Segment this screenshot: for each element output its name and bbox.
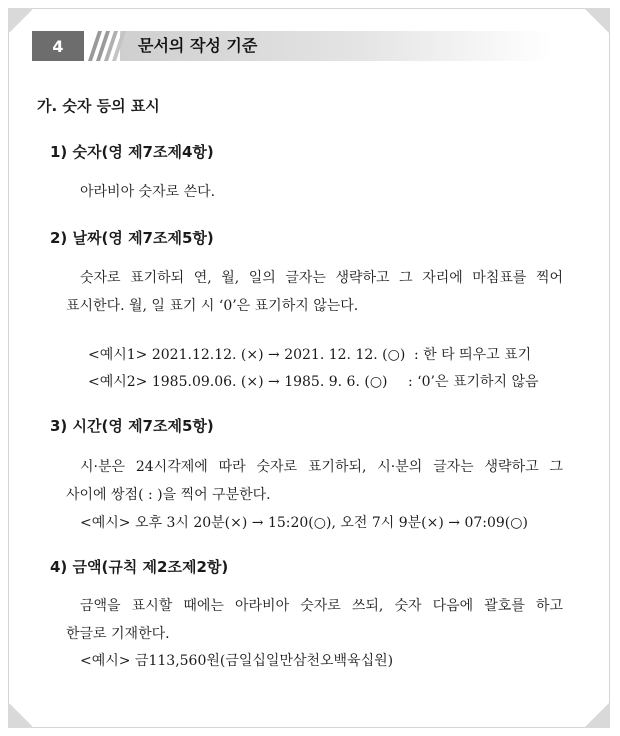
time-body-line2: 사이에 쌍점( : )을 찍어 구분한다. bbox=[66, 487, 271, 503]
subsection-heading-numbers: 1) 숫자(영 제7조제4항) bbox=[50, 143, 214, 161]
corner-fold-top-right bbox=[584, 8, 610, 34]
chapter-title: 문서의 작성 기준 bbox=[138, 36, 258, 55]
corner-fold-bottom-right bbox=[584, 702, 610, 728]
section-heading: 가. 숫자 등의 표시 bbox=[37, 97, 160, 115]
dates-example-2-note: : ‘0’은 표기하지 않음 bbox=[408, 374, 539, 390]
dates-example-2: <예시2> 1985.09.06. (×) → 1985. 9. 6. (○) bbox=[88, 374, 388, 390]
dates-body-line2: 표시한다. 월, 일 표기 시 ‘0’은 표기하지 않는다. bbox=[66, 298, 359, 314]
dates-body-line1: 숫자로 표기하되 연, 월, 일의 글자는 생략하고 그 자리에 마침표를 찍어 bbox=[80, 270, 563, 286]
subsection-heading-amount: 4) 금액(규칙 제2조제2항) bbox=[50, 558, 229, 576]
page-frame bbox=[8, 8, 610, 728]
time-example: <예시> 오후 3시 20분(×) → 15:20(○), 오전 7시 9분(×) → 07:09(○) bbox=[80, 515, 528, 531]
subsection-heading-time: 3) 시간(영 제7조제5항) bbox=[50, 417, 214, 435]
subsection-heading-dates: 2) 날짜(영 제7조제5항) bbox=[50, 229, 214, 247]
dates-example-1-note: : 한 타 띄우고 표기 bbox=[414, 347, 532, 363]
corner-fold-bottom-left bbox=[8, 702, 34, 728]
dates-example-1: <예시1> 2021.12.12. (×) → 2021. 12. 12. (○) bbox=[88, 347, 406, 363]
header-slash-decoration bbox=[84, 31, 126, 61]
amount-example: <예시> 금113,560원(금일십일만삼천오백육십원) bbox=[80, 653, 394, 669]
chapter-number-badge: 4 bbox=[32, 31, 84, 61]
time-body-line1: 시·분은 24시각제에 따라 숫자로 표기하되, 시·분의 글자는 생략하고 그 bbox=[80, 459, 563, 475]
amount-body-line1: 금액을 표시할 때에는 아라비아 숫자로 쓰되, 숫자 다음에 괄호를 하고 bbox=[80, 598, 563, 614]
chapter-header bbox=[32, 31, 552, 61]
corner-fold-top-left bbox=[8, 8, 34, 34]
numbers-body: 아라비아 숫자로 쓴다. bbox=[80, 184, 216, 200]
amount-body-line2: 한글로 기재한다. bbox=[66, 626, 170, 642]
